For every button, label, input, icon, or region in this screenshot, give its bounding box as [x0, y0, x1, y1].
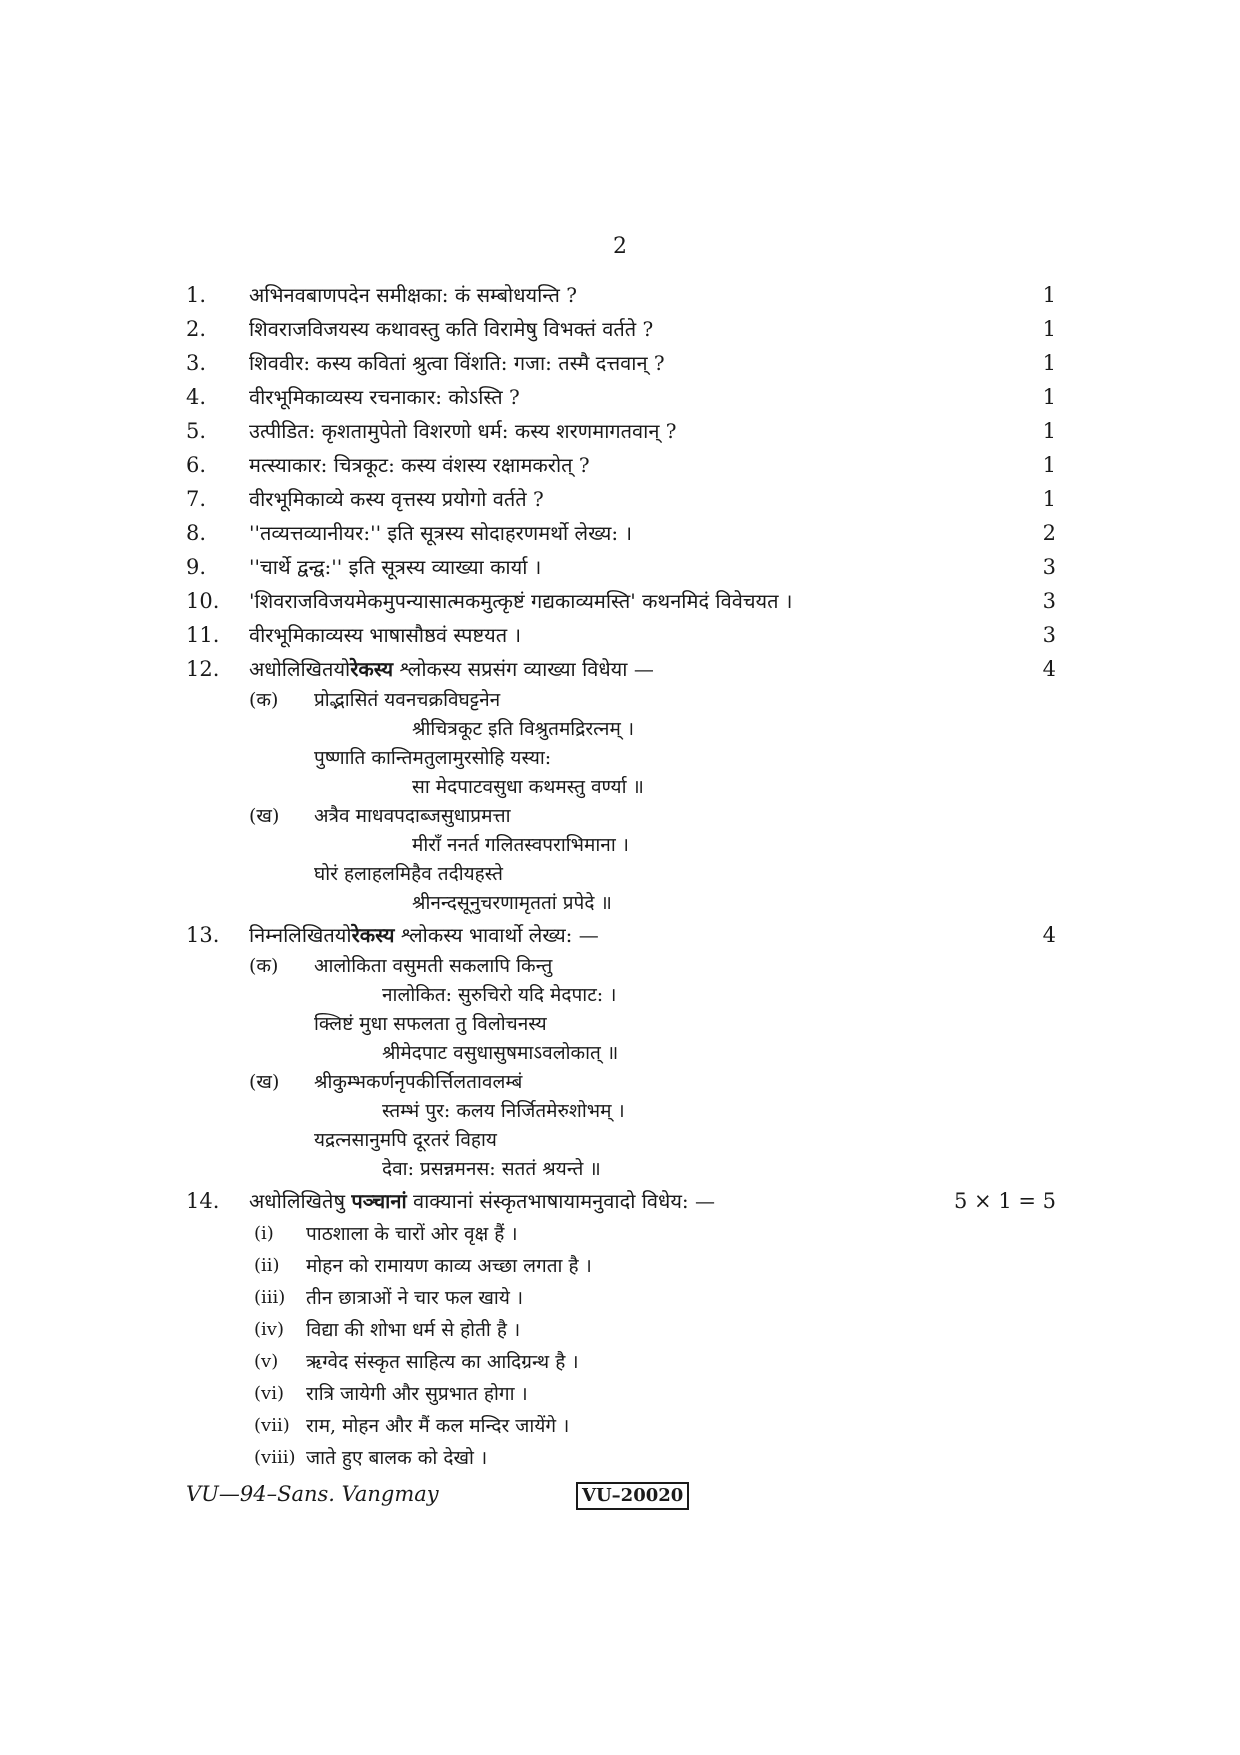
item-text: जाते हुए बालक को देखो । — [306, 1447, 488, 1469]
question-text — [249, 652, 654, 686]
translation-item — [186, 1314, 1056, 1346]
verse-label: (ख) — [249, 805, 280, 827]
verse-label: (क) — [249, 689, 279, 711]
translation-item — [186, 1410, 1056, 1442]
item-label: (v) — [254, 1351, 279, 1372]
question-marks: 1 — [1042, 419, 1056, 443]
question-number: 6. — [186, 453, 207, 477]
question-text: 'शिवराजविजयमेकमुपन्यासात्मकमुत्कृष्टं गद्यकाव्यमस्ति' कथनमिदं विवेचयत । — [249, 589, 793, 613]
verse-line — [186, 1097, 1056, 1126]
question-2 — [186, 312, 1056, 346]
verse-text: श्रीनन्दसूनुचरणामृततां प्रपेदे ॥ — [412, 892, 612, 914]
paper-code-box: VU–20020 — [576, 1482, 689, 1510]
verse-line — [186, 715, 1056, 744]
translation-item — [186, 1218, 1056, 1250]
verse-text: सा मेदपाटवसुधा कथमस्तु वर्ण्या ॥ — [412, 776, 644, 798]
item-text: पाठशाला के चारों ओर वृक्ष हैं । — [306, 1223, 518, 1245]
verse-text: यद्रत्नसानुमपि दूरतरं विहाय — [314, 1129, 497, 1151]
question-marks: 1 — [1042, 317, 1056, 341]
verse-line — [186, 831, 1056, 860]
translation-item — [186, 1250, 1056, 1282]
question-marks: 3 — [1042, 555, 1056, 579]
translation-item — [186, 1282, 1056, 1314]
verse-line — [186, 1155, 1056, 1184]
verse-text: मीराँ ननर्त गलितस्वपराभिमाना । — [412, 834, 630, 856]
question-text: ''तव्यत्तव्यानीयर:'' इति सूत्रस्य सोदाहरणमर्थो लेख्य: । — [249, 521, 633, 545]
question-number: 1. — [186, 283, 207, 307]
question-text-end: वाक्यानां संस्कृतभाषायामनुवादो विधेय: — — [406, 1189, 716, 1213]
question-marks: 1 — [1042, 283, 1056, 307]
item-label: (vii) — [254, 1415, 290, 1436]
question-marks: 3 — [1042, 623, 1056, 647]
question-text — [249, 1184, 715, 1218]
question-marks: 1 — [1042, 351, 1056, 375]
question-text-start: अधोलिखितयो — [249, 657, 351, 681]
question-number: 7. — [186, 487, 207, 511]
question-13 — [186, 918, 1056, 952]
verse-line — [186, 1039, 1056, 1068]
item-label: (ii) — [254, 1255, 280, 1276]
item-label: (iii) — [254, 1287, 286, 1308]
question-list — [186, 278, 1056, 1474]
verse-text: देवा: प्रसन्नमनस: सततं श्रयन्ते ॥ — [382, 1158, 601, 1180]
question-number: 11. — [186, 623, 220, 647]
question-number: 13. — [186, 923, 220, 947]
question-marks: 5 × 1 = 5 — [954, 1189, 1056, 1213]
item-label: (i) — [254, 1223, 274, 1244]
verse-line — [186, 1010, 1056, 1039]
question-text: ''चार्थे द्वन्द्व:'' इति सूत्रस्य व्याख्या कार्या । — [249, 555, 542, 579]
question-6 — [186, 448, 1056, 482]
question-marks: 1 — [1042, 487, 1056, 511]
question-marks: 4 — [1042, 657, 1056, 681]
question-text: वीरभूमिकाव्यस्य रचनाकार: कोऽस्ति ? — [249, 385, 520, 409]
question-marks: 1 — [1042, 453, 1056, 477]
question-number: 9. — [186, 555, 207, 579]
question-7 — [186, 482, 1056, 516]
verse-line — [186, 952, 1056, 981]
question-text-bold: रेकस्य — [350, 657, 394, 681]
question-text-start: अधोलिखितेषु — [249, 1189, 352, 1213]
question-marks: 3 — [1042, 589, 1056, 613]
question-number: 4. — [186, 385, 207, 409]
question-text: मत्स्याकार: चित्रकूट: कस्य वंशस्य रक्षामकरोत् ? — [249, 453, 590, 477]
question-marks: 4 — [1042, 923, 1056, 947]
question-number: 8. — [186, 521, 207, 545]
question-text: शिवराजविजयस्य कथावस्तु कति विरामेषु विभक्तं वर्तते ? — [249, 317, 654, 341]
item-text: ऋग्वेद संस्कृत साहित्य का आदिग्रन्थ है । — [306, 1351, 579, 1373]
verse-line — [186, 860, 1056, 889]
question-number: 5. — [186, 419, 207, 443]
question-3 — [186, 346, 1056, 380]
item-label: (iv) — [254, 1319, 284, 1340]
page-footer — [186, 1482, 1066, 1512]
item-label: (viii) — [254, 1447, 296, 1468]
verse-text: स्तम्भं पुर: कलय निर्जितमेरुशोभम् । — [382, 1100, 625, 1122]
question-text: शिववीर: कस्य कवितां श्रुत्वा विंशति: गजा: तस्मै दत्तवान् ? — [249, 351, 665, 375]
verse-line — [186, 1126, 1056, 1155]
verse-line — [186, 686, 1056, 715]
verse-label: (ख) — [249, 1071, 280, 1093]
question-8 — [186, 516, 1056, 550]
verse-text: श्रीमेदपाट वसुधासुषमाऽवलोकात् ॥ — [382, 1042, 619, 1064]
verse-line — [186, 744, 1056, 773]
question-number: 12. — [186, 657, 220, 681]
question-marks: 1 — [1042, 385, 1056, 409]
verse-text: श्रीकुम्भकर्णनृपकीर्त्तिलतावलम्बं — [314, 1071, 523, 1093]
question-number: 10. — [186, 589, 220, 613]
question-1 — [186, 278, 1056, 312]
question-text-bold: पञ्चानां — [351, 1189, 407, 1213]
item-text: तीन छात्राओं ने चार फल खाये । — [306, 1287, 524, 1309]
verse-text: घोरं हलाहलमिहैव तदीयहस्ते — [314, 863, 503, 885]
verse-text: पुष्णाति कान्तिमतुलामुरसोहि यस्या: — [314, 747, 552, 769]
question-number: 14. — [186, 1189, 220, 1213]
paper-title: VU—94–Sans. Vangmay — [186, 1482, 439, 1506]
verse-line — [186, 773, 1056, 802]
verse-text: श्रीचित्रकूट इति विश्रुतमद्रिरत्नम् । — [412, 718, 635, 740]
question-14 — [186, 1184, 1056, 1218]
question-text-end: श्लोकस्य भावार्थो लेख्य: — — [394, 923, 599, 947]
translation-item — [186, 1378, 1056, 1410]
item-text: राम, मोहन और मैं कल मन्दिर जायेंगे । — [306, 1415, 570, 1437]
question-marks: 2 — [1042, 521, 1056, 545]
question-4 — [186, 380, 1056, 414]
page-number: 2 — [613, 234, 627, 259]
question-9 — [186, 550, 1056, 584]
item-text: रात्रि जायेगी और सुप्रभात होगा । — [306, 1383, 528, 1405]
question-12 — [186, 652, 1056, 686]
question-11 — [186, 618, 1056, 652]
translation-item — [186, 1442, 1056, 1474]
question-number: 3. — [186, 351, 207, 375]
question-text: उत्पीडित: कृशतामुपेतो विशरणो धर्म: कस्य शरणमागतवान् ? — [249, 419, 677, 443]
verse-line — [186, 981, 1056, 1010]
question-5 — [186, 414, 1056, 448]
question-text: अभिनवबाणपदेन समीक्षका: कं सम्बोधयन्ति ? — [249, 283, 577, 307]
question-number: 2. — [186, 317, 207, 341]
verse-label: (क) — [249, 955, 279, 977]
question-text-bold: रेकस्य — [351, 923, 395, 947]
verse-text: आलोकिता वसुमती सकलापि किन्तु — [314, 955, 553, 977]
verse-text: अत्रैव माधवपदाब्जसुधाप्रमत्ता — [314, 805, 511, 827]
question-text: वीरभूमिकाव्ये कस्य वृत्तस्य प्रयोगो वर्तते ? — [249, 487, 544, 511]
verse-text: नालोकित: सुरुचिरो यदि मेदपाट: । — [382, 984, 617, 1006]
question-text-end: श्लोकस्य सप्रसंग व्याख्या विधेया — — [393, 657, 654, 681]
verse-line — [186, 889, 1056, 918]
verse-text: प्रोद्भासितं यवनचक्रविघट्टनेन — [314, 689, 501, 711]
item-label: (vi) — [254, 1383, 284, 1404]
question-10 — [186, 584, 1056, 618]
verse-text: क्लिष्टं मुधा सफलता तु विलोचनस्य — [314, 1013, 547, 1035]
question-text: वीरभूमिकाव्यस्य भाषासौष्ठवं स्पष्टयत । — [249, 623, 522, 647]
verse-line — [186, 1068, 1056, 1097]
question-text-start: निम्नलिखितयो — [249, 923, 352, 947]
question-text — [249, 918, 599, 952]
translation-item — [186, 1346, 1056, 1378]
item-text: विद्या की शोभा धर्म से होती है । — [306, 1319, 521, 1341]
item-text: मोहन को रामायण काव्य अच्छा लगता है । — [306, 1255, 592, 1277]
verse-line — [186, 802, 1056, 831]
